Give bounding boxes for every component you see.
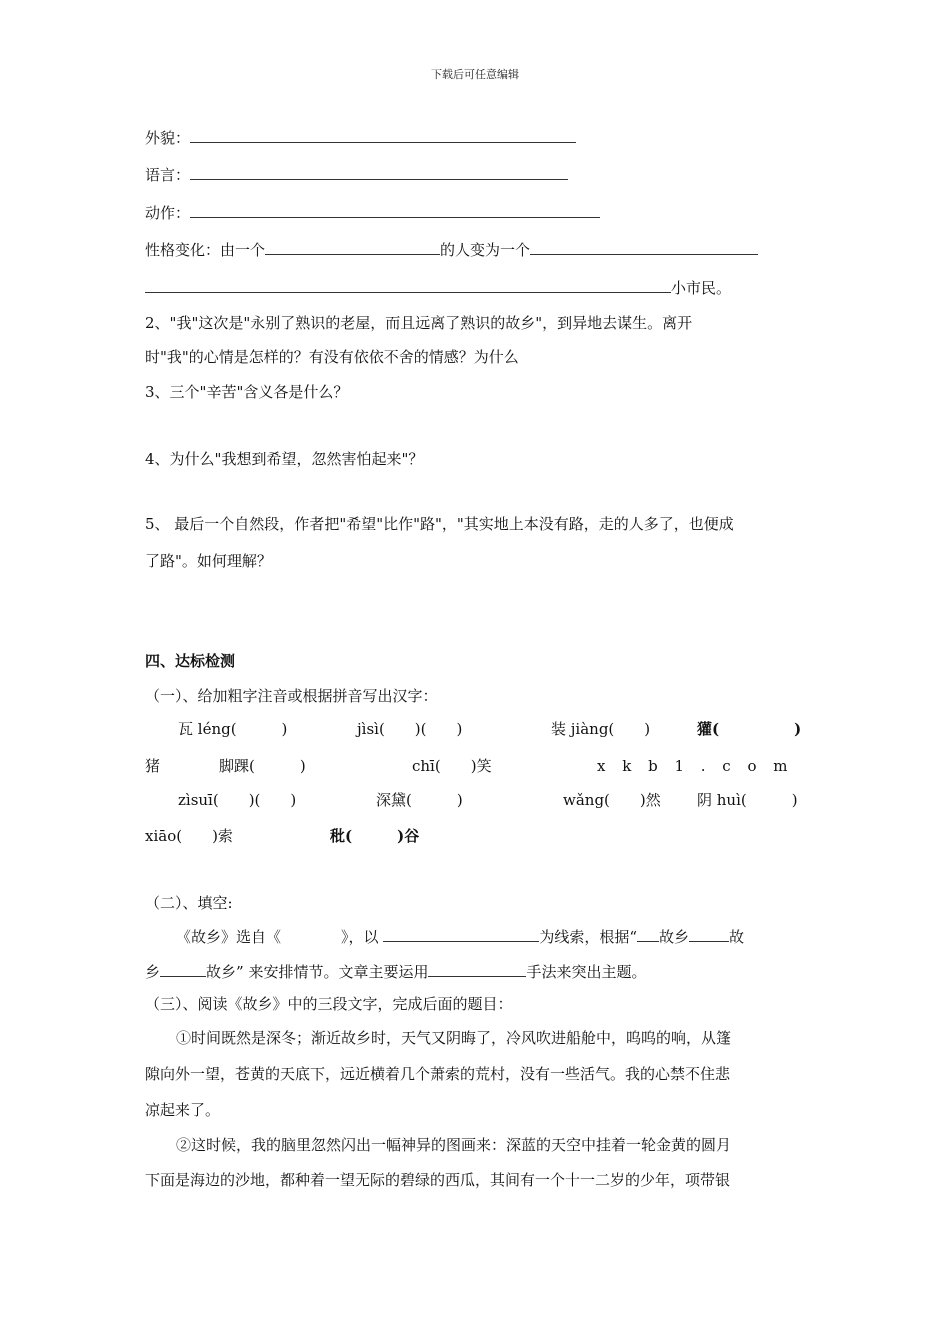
pinyin-item: chī( )笑 bbox=[412, 757, 492, 775]
question-2-line-1: 2、"我"这次是"永别了熟识的老屋，而且远离了熟识的故乡"，到异地去谋生。离开 bbox=[145, 314, 693, 332]
question-5-line-2: 了路"。如何理解？ bbox=[145, 552, 272, 570]
question-3: 3、三个"辛苦"含义各是什么？ bbox=[145, 383, 349, 401]
speech-line bbox=[145, 165, 568, 185]
change-blank-3[interactable] bbox=[145, 278, 671, 293]
fill-line-1 bbox=[176, 927, 744, 947]
change-blank-1[interactable] bbox=[265, 240, 440, 255]
pinyin-item: 獾( ) bbox=[697, 720, 802, 738]
passage-1-line-2: 隙向外一望，苍黄的天底下，远近横着几个萧索的荒村，没有一些活气。我的心禁不住悲 bbox=[145, 1065, 731, 1083]
appearance-line bbox=[145, 128, 576, 148]
passage-2-line-2: 下面是海边的沙地，都种着一望无际的碧绿的西瓜，其间有一个十一二岁的少年，项带银 bbox=[145, 1171, 731, 1189]
action-line bbox=[145, 203, 600, 223]
action-blank[interactable] bbox=[190, 203, 600, 218]
change-label-c: 小市民。 bbox=[671, 279, 732, 297]
pinyin-item: xiāo( )索 bbox=[145, 827, 233, 845]
question-2-line-2: 时"我"的心情是怎样的？有没有依依不舍的情感？为什么 bbox=[145, 348, 519, 366]
pinyin-item: 阴 huì( ) bbox=[697, 791, 798, 809]
pinyin-item: 脚踝( ) bbox=[219, 757, 306, 775]
pinyin-item: wǎng( )然 bbox=[563, 791, 661, 809]
pinyin-item: zìsuī( )( ) bbox=[178, 791, 297, 809]
pinyin-item: 秕( )谷 bbox=[330, 827, 420, 845]
part-1-title: （一）、给加粗字注音或根据拼音写出汉字： bbox=[145, 687, 438, 705]
pinyin-item: 装 jiàng( ) bbox=[551, 720, 651, 738]
fill-line-2 bbox=[145, 962, 646, 982]
fill-blank[interactable] bbox=[428, 962, 526, 977]
change-line-2 bbox=[145, 278, 731, 298]
appearance-label: 外貌： bbox=[145, 129, 191, 147]
change-line bbox=[145, 240, 758, 260]
fill-blank[interactable] bbox=[160, 962, 206, 977]
pinyin-item: 瓦 léng( ) bbox=[178, 720, 288, 738]
action-label: 动作： bbox=[145, 204, 191, 222]
question-5-line-1: 5、 最后一个自然段，作者把"希望"比作"路"，"其实地上本没有路，走的人多了，也便成 bbox=[145, 515, 734, 533]
fill-text: 乡 bbox=[145, 963, 161, 981]
fill-text: 《故乡》选自《 bbox=[176, 928, 282, 946]
change-blank-2[interactable] bbox=[530, 240, 758, 255]
fill-text: 故乡 bbox=[658, 928, 689, 946]
fill-text: 故 bbox=[729, 928, 745, 946]
fill-blank[interactable] bbox=[637, 927, 659, 942]
fill-text: 故乡” 来安排情节。文章主要运用 bbox=[206, 963, 429, 981]
speech-label: 语言： bbox=[145, 166, 191, 184]
part-3-title: （三）、阅读《故乡》中的三段文字，完成后面的题目： bbox=[145, 995, 513, 1013]
fill-text: 为线索，根据“ bbox=[539, 928, 637, 946]
question-4: 4、为什么"我想到希望，忽然害怕起来"？ bbox=[145, 450, 424, 468]
fill-text: 》，以 bbox=[341, 928, 379, 946]
part-2-title: （二）、填空: bbox=[145, 894, 233, 912]
change-label-b: 的人变为一个 bbox=[440, 241, 531, 259]
watermark-text: x k b 1 . c o m bbox=[597, 757, 794, 775]
pinyin-item: 深黛( ) bbox=[376, 791, 463, 809]
fill-blank[interactable] bbox=[689, 927, 729, 942]
fill-blank[interactable] bbox=[383, 927, 539, 942]
passage-2-line-1: ②这时候，我的脑里忽然闪出一幅神异的图画来：深蓝的天空中挂着一轮金黄的圆月 bbox=[176, 1136, 732, 1154]
fill-text: 手法来突出主题。 bbox=[526, 963, 647, 981]
passage-1-line-1: ①时间既然是深冬；渐近故乡时，天气又阴晦了，冷风吹进船舱中，呜呜的响，从篷 bbox=[176, 1029, 732, 1047]
passage-1-line-3: 凉起来了。 bbox=[145, 1101, 221, 1119]
change-label-a: 性格变化：由一个 bbox=[145, 241, 266, 259]
pinyin-item: 猪 bbox=[145, 757, 161, 775]
speech-blank[interactable] bbox=[190, 165, 568, 180]
section-4-title: 四、达标检测 bbox=[145, 652, 236, 670]
appearance-blank[interactable] bbox=[190, 128, 576, 143]
pinyin-item: jìsì( )( ) bbox=[357, 720, 463, 738]
page-header: 下载后可任意编辑 bbox=[431, 68, 519, 81]
